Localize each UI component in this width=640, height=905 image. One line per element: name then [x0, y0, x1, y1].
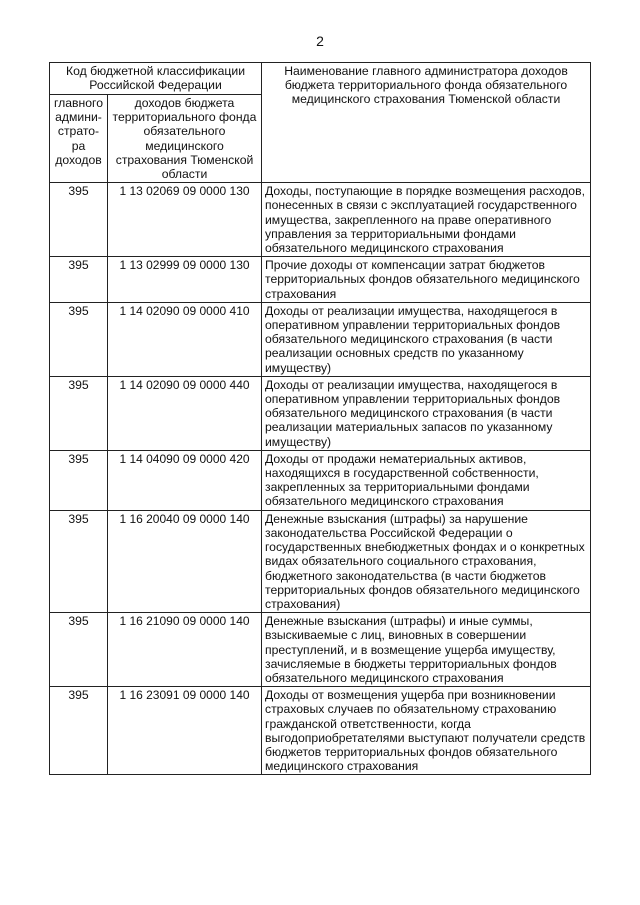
budget-code-cell: 1 14 02090 09 0000 440 [108, 376, 262, 450]
table-row [50, 302, 591, 376]
income-name-cell: Доходы, поступающие в порядке возмещения расходов, понесенных в связи с эксплуатацией государственного имущества, закрепленного на праве оперативного управления за территориальными фондами обязательного медицинского страхования [262, 183, 591, 257]
header-admin-column: главного админи-страто-ра доходов [50, 95, 108, 183]
budget-code-cell: 1 13 02069 09 0000 130 [108, 183, 262, 257]
table-row [50, 183, 591, 257]
budget-code-cell: 1 14 02090 09 0000 410 [108, 302, 262, 376]
admin-code-cell: 395 [50, 510, 108, 612]
income-name-cell: Доходы от реализации имущества, находящегося в оперативном управлении территориальных фондов обязательного медицинского страхования (в части реализации материальных запасов по указанному имуществу) [262, 376, 591, 450]
table-row [50, 613, 591, 687]
budget-code-cell: 1 16 21090 09 0000 140 [108, 613, 262, 687]
table-row [50, 376, 591, 450]
budget-code-cell: 1 13 02999 09 0000 130 [108, 257, 262, 303]
admin-code-cell: 395 [50, 613, 108, 687]
income-name-cell: Доходы от возмещения ущерба при возникновении страховых случаев по обязательному страхованию гражданской ответственности, когда выгодоприобретателями выступают получатели средств бюджетов территориальных фондов обязательного медицинского страхования [262, 687, 591, 775]
table-row [50, 257, 591, 303]
table-row [50, 687, 591, 775]
table-row [50, 450, 591, 510]
income-name-cell: Доходы от реализации имущества, находящегося в оперативном управлении территориальных фондов обязательного медицинского страхования (в части реализации основных средств по указанному имуществу) [262, 302, 591, 376]
table-row [50, 510, 591, 612]
admin-code-cell: 395 [50, 302, 108, 376]
admin-code-cell: 395 [50, 376, 108, 450]
admin-code-cell: 395 [50, 257, 108, 303]
income-name-cell: Денежные взыскания (штрафы) за нарушение законодательства Российской Федерации о государственных внебюджетных фондах и о конкретных видах обязательного социального страхования, бюджетного законодательства (в части бюджетов территориальных фондов обязательного медицинского страхования) [262, 510, 591, 612]
table-header-row [50, 63, 591, 95]
budget-code-cell: 1 14 04090 09 0000 420 [108, 450, 262, 510]
admin-code-cell: 395 [50, 450, 108, 510]
income-name-cell: Денежные взыскания (штрафы) и иные суммы, взыскиваемые с лиц, виновных в совершении преступлений, и в возмещение ущерба имуществу, зачисляемые в бюджеты территориальных фондов обязательного медицинского страхования [262, 613, 591, 687]
budget-code-cell: 1 16 23091 09 0000 140 [108, 687, 262, 775]
admin-code-cell: 395 [50, 687, 108, 775]
header-name-column: Наименование главного администратора доходов бюджета территориального фонда обязательного медицинского страхования Тюменской области [262, 63, 591, 183]
income-name-cell: Доходы от продажи нематериальных активов, находящихся в государственной собственности, закрепленных за территориальными фондами обязательного медицинского страхования [262, 450, 591, 510]
page-number: 2 [316, 33, 324, 49]
budget-code-cell: 1 16 20040 09 0000 140 [108, 510, 262, 612]
header-code-group: Код бюджетной классификации Российской Федерации [50, 63, 262, 95]
admin-code-cell: 395 [50, 183, 108, 257]
income-name-cell: Прочие доходы от компенсации затрат бюджетов территориальных фондов обязательного медицинского страхования [262, 257, 591, 303]
budget-classification-table [49, 62, 591, 775]
header-income-column: доходов бюджета территориального фонда обязательного медицинского страхования Тюменской области [108, 95, 262, 183]
